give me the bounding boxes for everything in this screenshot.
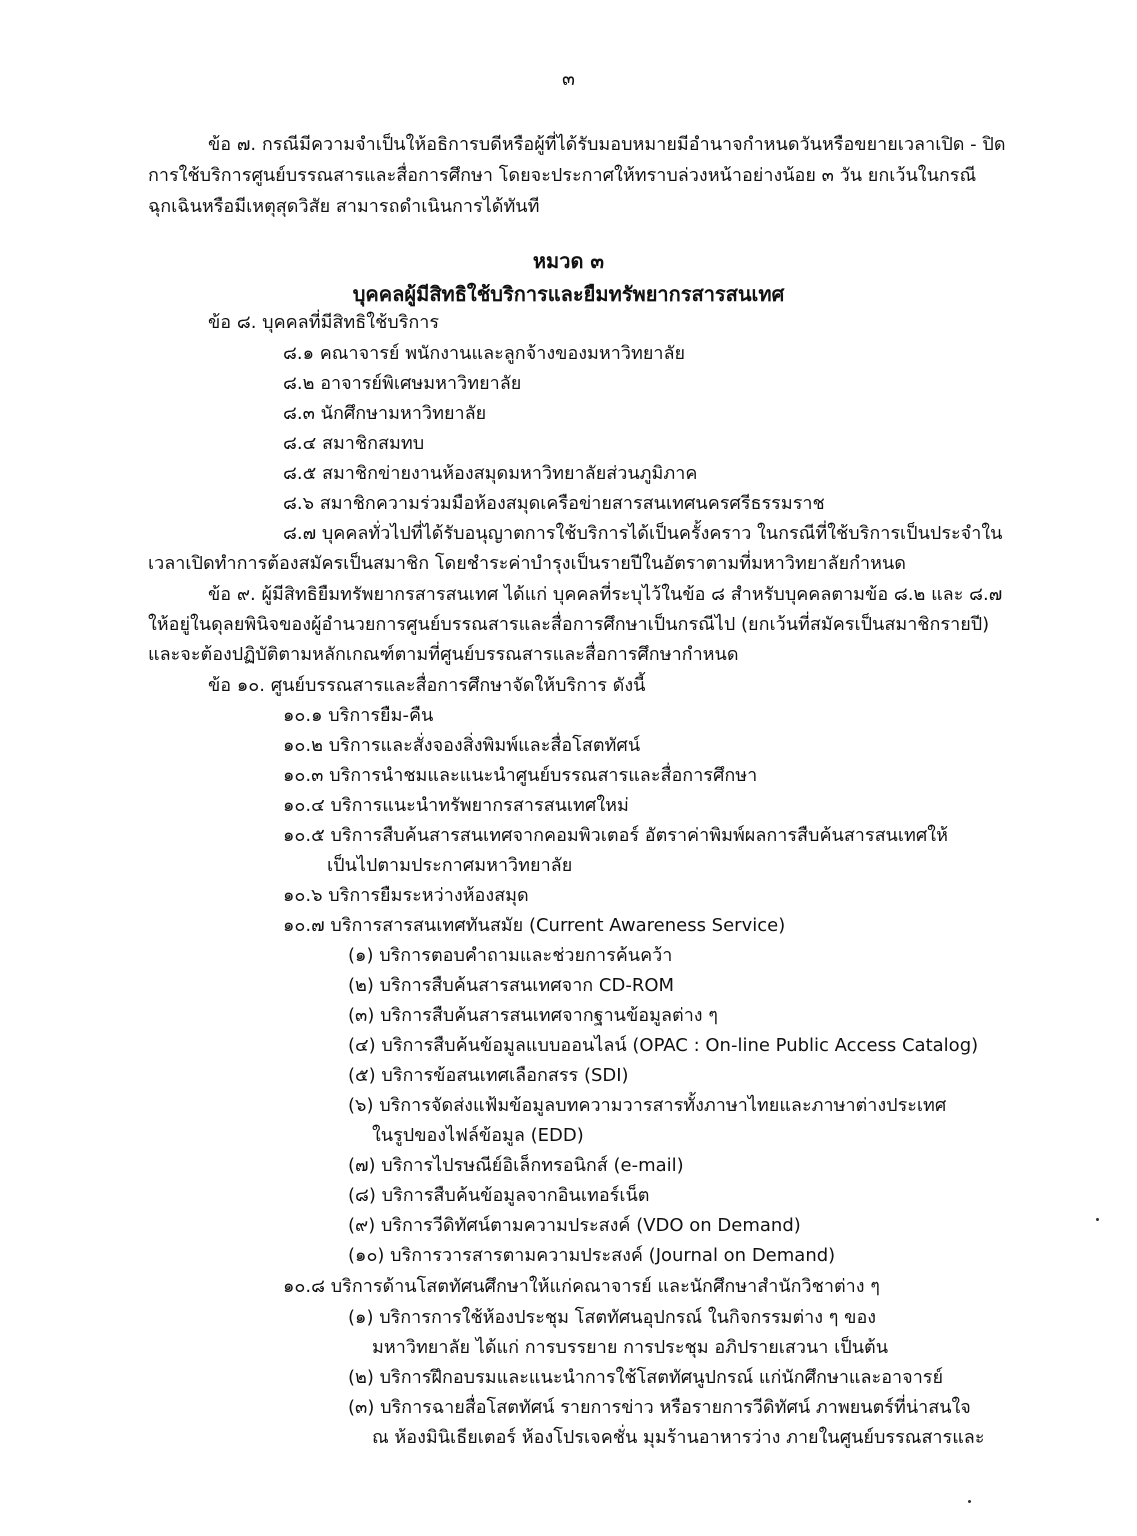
section10-heading: ข้อ ๑๐. ศูนย์บรรณสารและสื่อการศึกษาจัดให้บริการ ดังนี้ [208, 675, 646, 696]
chapter-subtitle: บุคคลผู้มีสิทธิใช้บริการและยืมทรัพยากรสารสนเทศ [352, 282, 785, 306]
sub7-item-6: (๖) บริการจัดส่งแฟ้มข้อมูลบทความวารสารทั้งภาษาไทยและภาษาต่างประเทศ [348, 1095, 947, 1116]
section9-line-3: และจะต้องปฏิบัติตามหลักเกณฑ์ตามที่ศูนย์บรรณสารและสื่อการศึกษากำหนด [148, 644, 739, 665]
sub7-item-5: (๕) บริการข้อสนเทศเลือกสรร (SDI) [348, 1065, 629, 1086]
section10-item-2: ๑๐.๒ บริการและสั่งจองสิ่งพิมพ์และสื่อโสตทัศน์ [283, 735, 641, 756]
sub7-item-2: (๒) บริการสืบค้นสารสนเทศจาก CD-ROM [348, 975, 675, 996]
sub8-item-3: (๓) บริการฉายสื่อโสตทัศน์ รายการข่าว หรือรายการวีดิทัศน์ ภาพยนตร์ที่น่าสนใจ [348, 1397, 971, 1418]
scan-speck [968, 1500, 971, 1503]
section8-item-7-cont: เวลาเปิดทำการต้องสมัครเป็นสมาชิก โดยชำระค่าบำรุงเป็นรายปีในอัตราตามที่มหาวิทยาลัยกำหนด [148, 553, 906, 574]
scan-speck [1096, 1218, 1099, 1221]
sub7-item-4: (๔) บริการสืบค้นข้อมูลแบบออนไลน์ (OPAC : On-line Public Access Catalog) [348, 1035, 979, 1056]
chapter-title: หมวด ๓ [532, 249, 605, 273]
sub8-item-2: (๒) บริการฝึกอบรมและแนะนำการใช้โสตทัศนูปกรณ์ แก่นักศึกษาและอาจารย์ [348, 1367, 944, 1388]
sub7-item-6-cont: ในรูปของไฟล์ข้อมูล (EDD) [372, 1125, 584, 1146]
section10-item-3: ๑๐.๓ บริการนำชมและแนะนำศูนย์บรรณสารและสื่อการศึกษา [283, 765, 758, 786]
section10-item-1: ๑๐.๑ บริการยืม-คืน [283, 705, 434, 726]
section8-item-6: ๘.๖ สมาชิกความร่วมมือห้องสมุดเครือข่ายสารสนเทศนครศรีธรรมราช [283, 493, 825, 514]
section8-item-4: ๘.๔ สมาชิกสมทบ [283, 433, 425, 454]
section9-line-1: ข้อ ๙. ผู้มีสิทธิยืมทรัพยากรสารสนเทศ ได้แก่ บุคคลที่ระบุไว้ในข้อ ๘ สำหรับบุคคลตามข้อ ๘.๒ และ ๘.๗ [208, 584, 1003, 605]
para7-line-2: การใช้บริการศูนย์บรรณสารและสื่อการศึกษา โดยจะประกาศให้ทราบล่วงหน้าอย่างน้อย ๓ วัน ยกเว้นในกรณี [148, 165, 977, 186]
section10-item-8: ๑๐.๘ บริการด้านโสตทัศนศึกษาให้แก่คณาจารย์ และนักศึกษาสำนักวิชาต่าง ๆ [283, 1276, 880, 1297]
sub7-item-9: (๙) บริการวีดิทัศน์ตามความประสงค์ (VDO on Demand) [348, 1215, 801, 1236]
section10-item-5: ๑๐.๕ บริการสืบค้นสารสนเทศจากคอมพิวเตอร์ อัตราค่าพิมพ์ผลการสืบค้นสารสนเทศให้ [283, 825, 948, 846]
sub7-item-7: (๗) บริการไปรษณีย์อิเล็กทรอนิกส์ (e-mail) [348, 1155, 684, 1176]
sub7-item-10: (๑๐) บริการวารสารตามความประสงค์ (Journal on Demand) [348, 1245, 836, 1266]
section10-item-5-cont: เป็นไปตามประกาศมหาวิทยาลัย [327, 855, 573, 876]
section8-item-3: ๘.๓ นักศึกษามหาวิทยาลัย [283, 403, 487, 424]
page-number: ๓ [562, 68, 575, 90]
sub7-item-3: (๓) บริการสืบค้นสารสนเทศจากฐานข้อมูลต่าง ๆ [348, 1005, 718, 1026]
section10-item-6: ๑๐.๖ บริการยืมระหว่างห้องสมุด [283, 885, 529, 906]
para7-line-1: ข้อ ๗. กรณีมีความจำเป็นให้อธิการบดีหรือผู้ที่ได้รับมอบหมายมีอำนาจกำหนดวันหรือขยายเวลาเปิด - ปิด [208, 134, 1006, 155]
section8-item-1: ๘.๑ คณาจารย์ พนักงานและลูกจ้างของมหาวิทยาลัย [283, 343, 686, 364]
sub7-item-1: (๑) บริการตอบคำถามและช่วยการค้นคว้า [348, 945, 673, 966]
section8-item-7: ๘.๗ บุคคลทั่วไปที่ได้รับอนุญาตการใช้บริการได้เป็นครั้งคราว ในกรณีที่ใช้บริการเป็นประจำใน [283, 523, 1003, 544]
section8-item-5: ๘.๕ สมาชิกข่ายงานห้องสมุดมหาวิทยาลัยส่วนภูมิภาค [283, 463, 698, 484]
section10-item-4: ๑๐.๔ บริการแนะนำทรัพยากรสารสนเทศใหม่ [283, 795, 629, 816]
para7-line-3: ฉุกเฉินหรือมีเหตุสุดวิสัย สามารถดำเนินการได้ทันที [148, 196, 540, 217]
sub8-item-3-cont: ณ ห้องมินิเธียเตอร์ ห้องโปรเจคชั่น มุมร้านอาหารว่าง ภายในศูนย์บรรณสารและ [372, 1427, 985, 1448]
section10-item-7: ๑๐.๗ บริการสารสนเทศทันสมัย (Current Awareness Service) [283, 915, 786, 936]
section8-item-2: ๘.๒ อาจารย์พิเศษมหาวิทยาลัย [283, 373, 522, 394]
sub7-item-8: (๘) บริการสืบค้นข้อมูลจากอินเทอร์เน็ต [348, 1185, 650, 1206]
sub8-item-1-cont: มหาวิทยาลัย ได้แก่ การบรรยาย การประชุม อภิปรายเสวนา เป็นต้น [372, 1337, 889, 1358]
section9-line-2: ให้อยู่ในดุลยพินิจของผู้อำนวยการศูนย์บรรณสารและสื่อการศึกษาเป็นกรณีไป (ยกเว้นที่สมัครเป็นสมาชิกรายปี) [148, 614, 990, 635]
section8-heading: ข้อ ๘. บุคคลที่มีสิทธิใช้บริการ [208, 312, 440, 333]
sub8-item-1: (๑) บริการการใช้ห้องประชุม โสตทัศนอุปกรณ์ ในกิจกรรมต่าง ๆ ของ [348, 1307, 877, 1328]
